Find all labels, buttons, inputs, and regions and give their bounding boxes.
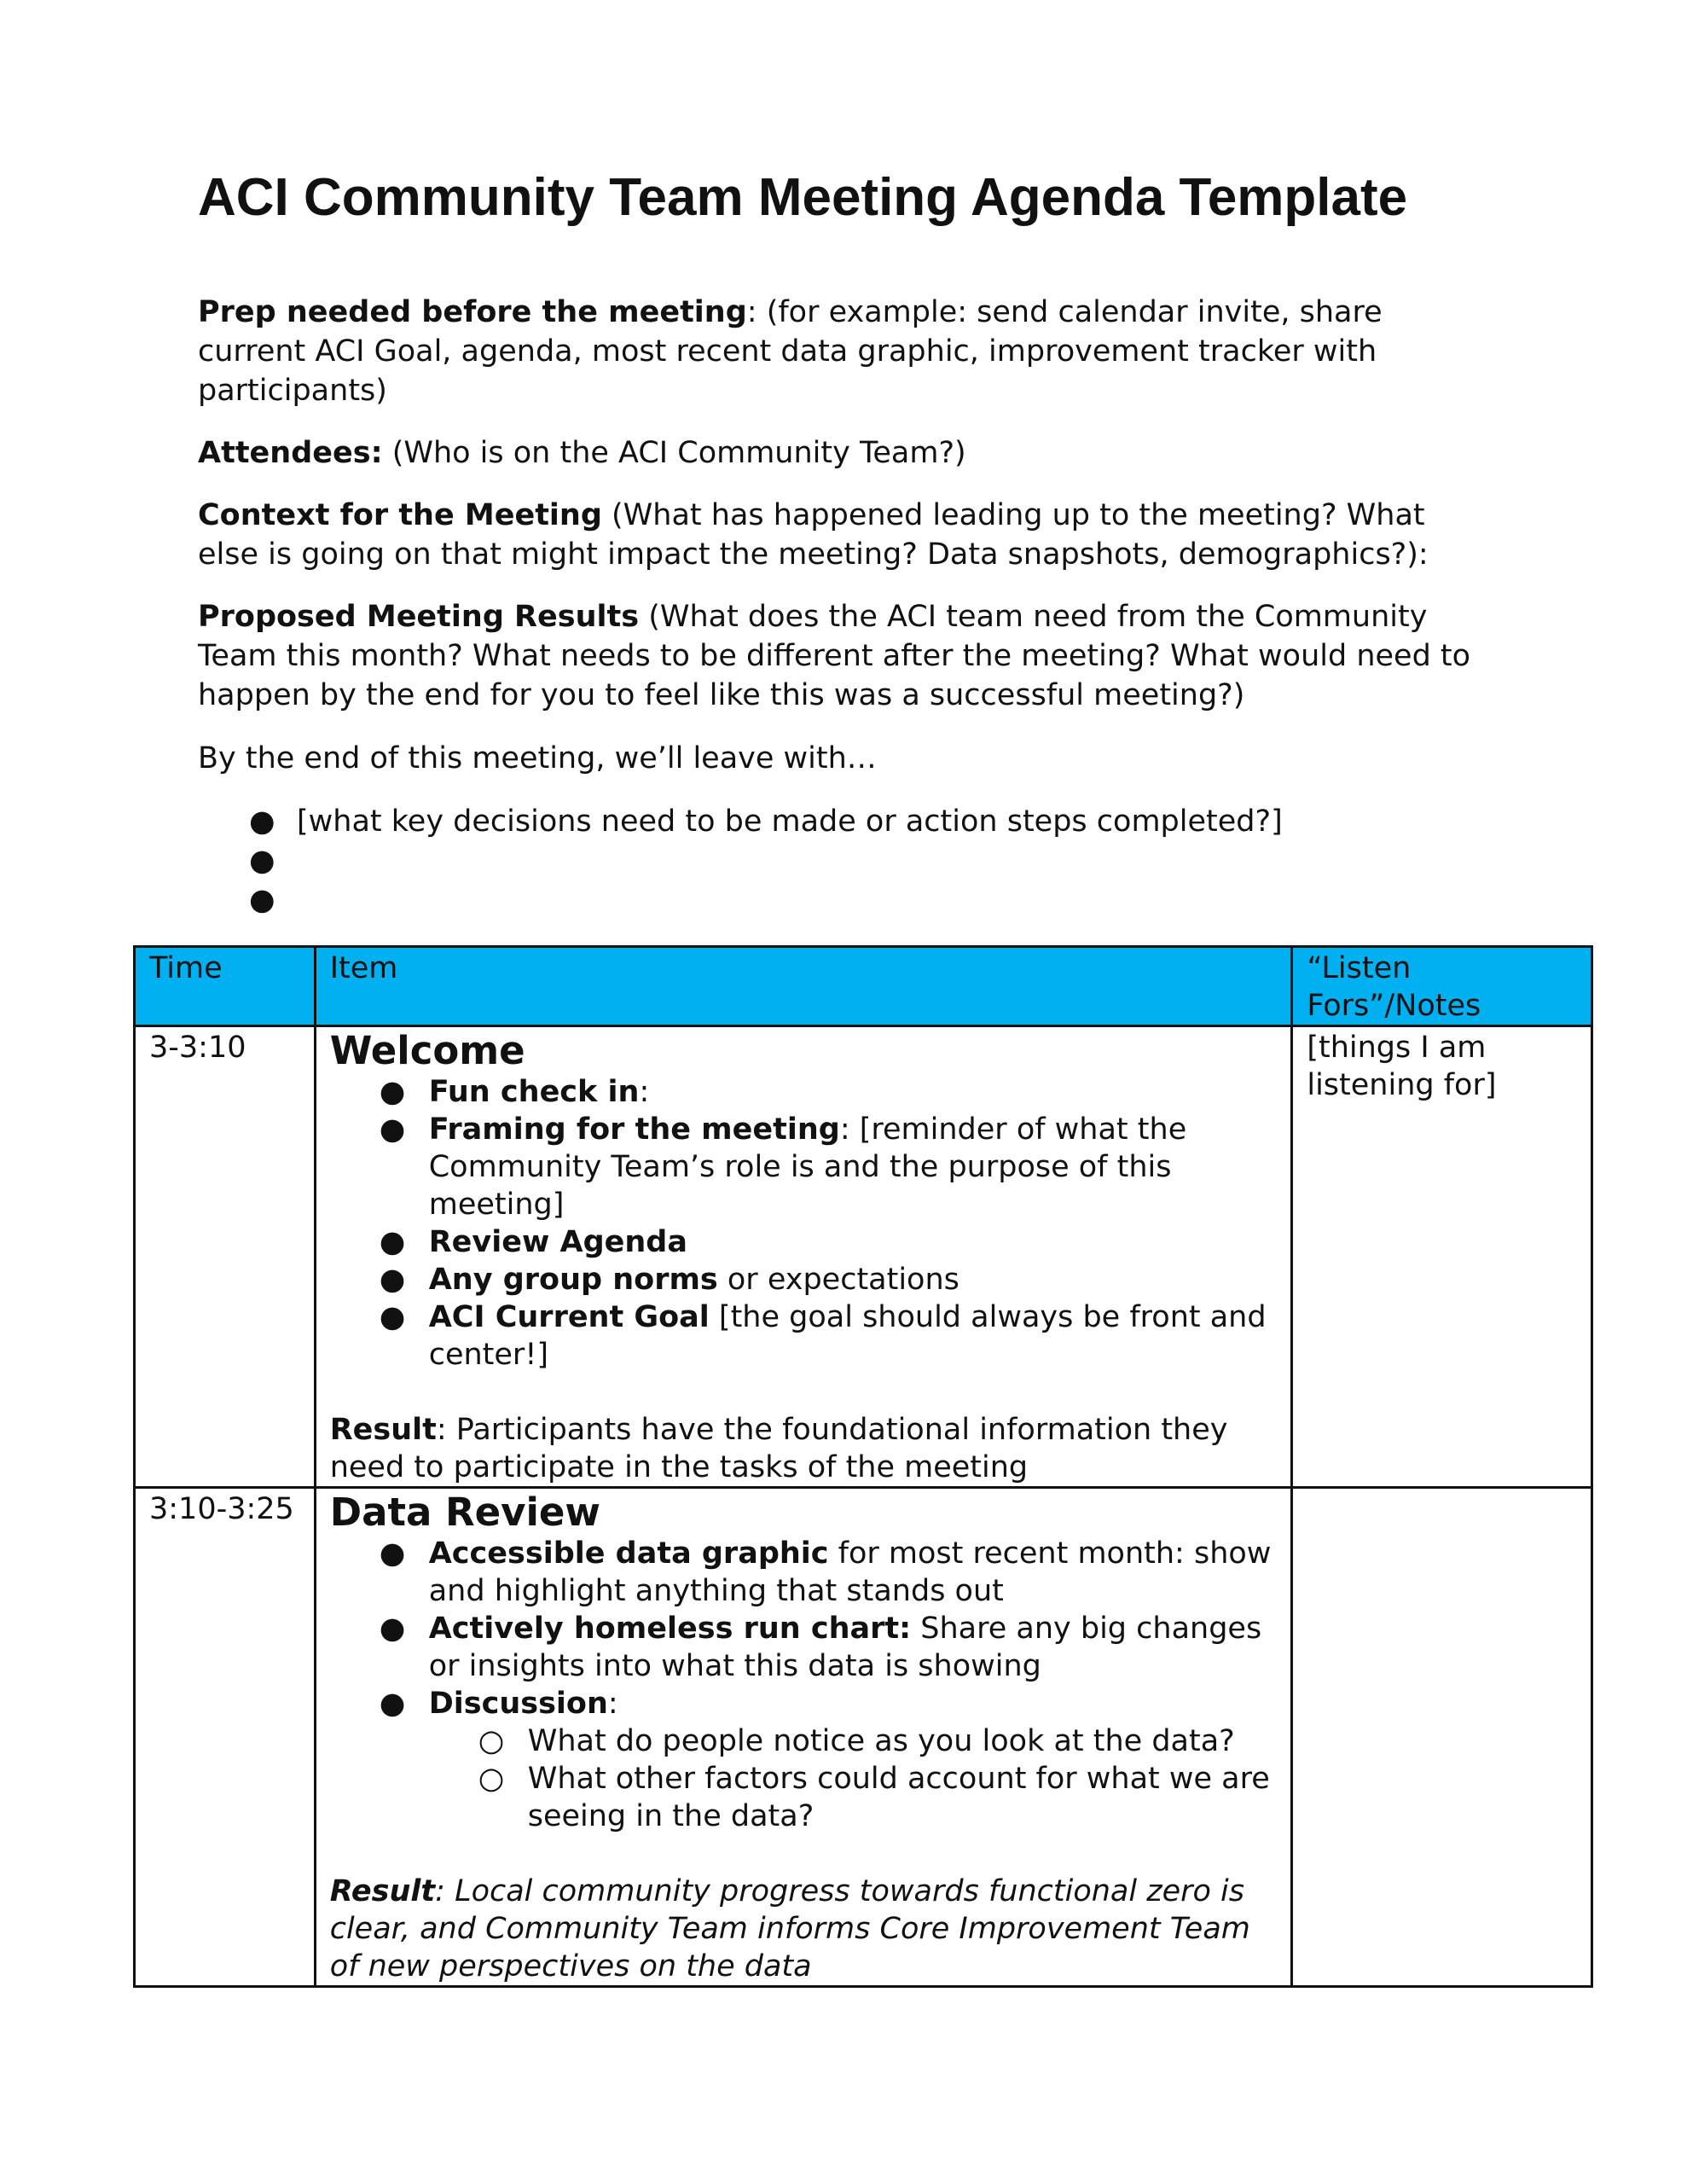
item-cell — [315, 1488, 1292, 1987]
bullet-icon: ● — [249, 883, 275, 917]
prep-paragraph — [198, 293, 1494, 410]
item-cell — [315, 1026, 1292, 1488]
list-item: ○ What other factors could account for what we are seeing in the data? — [478, 1762, 1270, 1833]
section-title: Welcome — [329, 1028, 525, 1073]
prep-section — [198, 293, 1494, 738]
notes-cell: [things I am listening for] — [1292, 1026, 1592, 1488]
proposed-results-paragraph — [198, 597, 1494, 715]
list-item: ● Any group norms or expectations — [379, 1263, 959, 1297]
bullet-icon: ● — [249, 804, 275, 839]
result-text: Result: Participants have the foundational information they need to participate in the tasks of the meeting — [329, 1413, 1228, 1484]
prep-label: Prep needed before the meeting — [198, 295, 747, 329]
list-item: ● Accessible data graphic for most recent month: show and highlight anything that stands out — [379, 1536, 1272, 1608]
context-paragraph — [198, 496, 1494, 574]
table-row — [135, 1026, 1592, 1488]
list-item: ● ACI Current Goal [the goal should always be front and center!] — [379, 1300, 1267, 1372]
list-item: ● Discussion: — [379, 1687, 618, 1721]
header-notes: “Listen Fors”/Notes — [1292, 947, 1592, 1026]
header-item: Item — [315, 947, 1292, 1026]
bullet-icon: ● — [379, 1263, 406, 1297]
item-bullet-list — [330, 1535, 1278, 1722]
list-item — [198, 880, 1283, 920]
bullet-icon: ● — [379, 1536, 406, 1571]
outcomes-intro: By the end of this meeting, we’ll leave with… — [198, 741, 877, 775]
bullet-icon: ● — [249, 844, 275, 878]
circle-bullet-icon: ○ — [478, 1724, 505, 1758]
sub-bullet-list — [330, 1722, 1278, 1835]
prep-text: : (for example: send calendar invite, share current ACI Goal, agenda, most recent data graphic, improvement tracker with participants) — [198, 295, 1383, 408]
bullet-icon: ● — [379, 1612, 406, 1646]
list-item: ● Fun check in: — [379, 1075, 650, 1109]
proposed-results-text: (What does the ACI team need from the Community Team this month? What needs to be different after the meeting? What would need to happen by the end for you to feel like this was a successful meeting?) — [198, 600, 1471, 712]
result-text: Result: Local community progress towards functional zero is clear, and Community Team informs Core Improvement Team of new perspectives on the data — [329, 1874, 1250, 1984]
circle-bullet-icon: ○ — [478, 1762, 505, 1796]
bullet-icon: ● — [379, 1687, 406, 1721]
context-label: Context for the Meeting — [198, 498, 602, 532]
attendees-paragraph — [198, 433, 1494, 473]
table-header-row — [135, 947, 1592, 1026]
time-cell: 3-3:10 — [135, 1026, 316, 1488]
time-cell: 3:10-3:25 — [135, 1488, 316, 1987]
context-text: (What has happened leading up to the meeting? What else is going on that might impact the meeting? Data snapshots, demographics?): — [198, 498, 1429, 572]
list-item: ○ What do people notice as you look at the data? — [478, 1724, 1235, 1758]
outcomes-list — [198, 802, 1283, 920]
section-title: Data Review — [329, 1490, 601, 1535]
table-row — [135, 1488, 1592, 1987]
attendees-label: Attendees: — [198, 436, 383, 470]
list-item: ● Review Agenda — [379, 1225, 687, 1259]
bullet-icon: ● — [379, 1075, 406, 1109]
item-bullet-list — [330, 1073, 1278, 1374]
proposed-results-label: Proposed Meeting Results — [198, 600, 640, 634]
attendees-text: (Who is on the ACI Community Team?) — [382, 436, 966, 470]
list-item: ● Actively homeless run chart: Share any big changes or insights into what this data is showing — [379, 1612, 1262, 1683]
list-item — [198, 841, 1283, 880]
list-item: ● [what key decisions need to be made or action steps completed?] — [198, 802, 1283, 841]
bullet-icon: ● — [379, 1225, 406, 1259]
bullet-icon: ● — [379, 1300, 406, 1334]
agenda-table — [133, 945, 1593, 1988]
bullet-icon: ● — [379, 1112, 406, 1147]
notes-cell — [1292, 1488, 1592, 1987]
page-title: ACI Community Team Meeting Agenda Template — [198, 168, 1408, 227]
header-time: Time — [135, 947, 316, 1026]
list-item: ● Framing for the meeting: [reminder of what the Community Team’s role is and the purpose of this meeting] — [379, 1112, 1187, 1222]
